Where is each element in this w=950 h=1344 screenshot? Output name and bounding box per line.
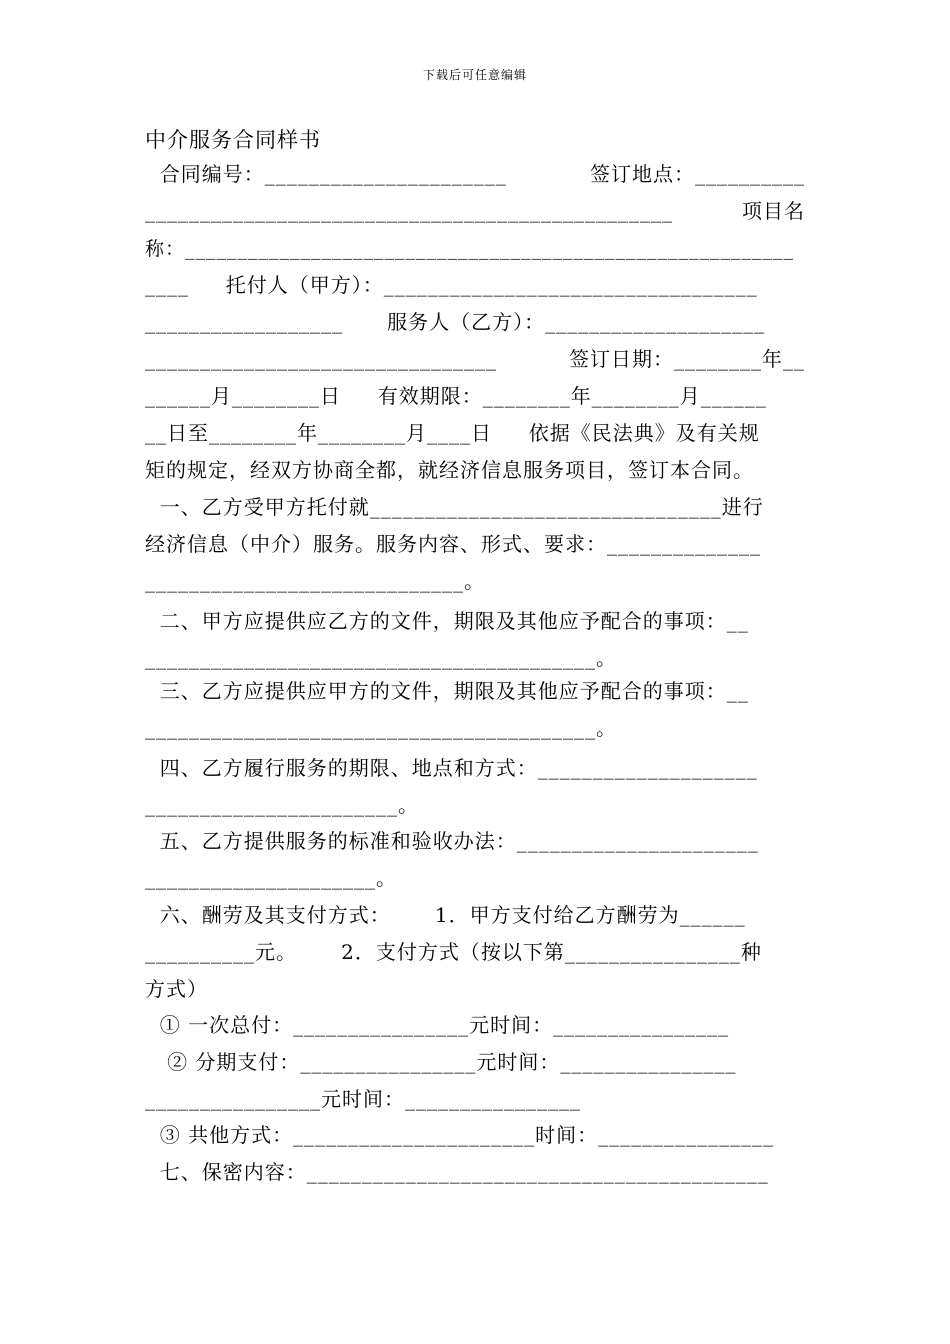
contract-line xyxy=(145,199,805,223)
line-text: 矩的规定，经双方协商全都，就经济信息服务项目，签订本合同。 xyxy=(145,458,754,482)
contract-line xyxy=(145,1050,805,1074)
line-text: 合同编号：______________________ xyxy=(145,162,507,186)
line-text: __________元。 2．支付方式（按以下第________________种 xyxy=(145,940,762,964)
line-text: _______________________。 xyxy=(145,793,419,817)
line-text: ____ 托付人（甲方）：__________________________________ xyxy=(145,273,758,297)
line-text: __________________ 服务人（乙方）：____________________ xyxy=(145,310,766,334)
contract-line xyxy=(145,829,805,853)
contract-line xyxy=(145,646,805,670)
line-text: _____________________。 xyxy=(145,866,397,890)
line-text: _____________________________。 xyxy=(145,569,485,593)
line-text: 七、保密内容：__________________________________________ xyxy=(145,1160,769,1184)
line-text: ③ 共他方式：______________________时间：________________ xyxy=(145,1123,775,1147)
contract-line xyxy=(145,609,805,633)
line-text: _________________________________________。 xyxy=(145,646,617,670)
line-text: 方式） xyxy=(145,977,208,1001)
contract-line xyxy=(145,940,805,964)
contract-line xyxy=(145,1123,805,1147)
contract-line xyxy=(145,495,805,519)
contract-line xyxy=(145,1087,805,1111)
contract-line xyxy=(145,1160,805,1184)
document-title: 中介服务合同样书 xyxy=(145,128,321,152)
line-text: 二、甲方应提供应乙方的文件，期限及其他应予配合的事项：__ xyxy=(145,609,749,633)
line-text: ① 一次总付：________________元时间：________________ xyxy=(145,1013,730,1037)
line-text: 五、乙方提供服务的标准和验收办法：______________________ xyxy=(145,829,759,853)
line-text: ________________________________________________ xyxy=(145,199,673,223)
line-text-right: 项目名 xyxy=(742,199,805,223)
contract-line xyxy=(145,569,805,593)
line-text: 称：__________________________________________________________ xyxy=(145,238,795,260)
line-text: 三、乙方应提供应甲方的文件，期限及其他应予配合的事项：__ xyxy=(145,679,749,703)
line-text: 一、乙方受甲方托付就________________________________进行 xyxy=(145,495,764,519)
contract-line xyxy=(145,716,805,740)
line-text: ________________________________ xyxy=(145,347,497,371)
line-text: 四、乙方履行服务的期限、地点和方式：____________________ xyxy=(145,756,758,780)
contract-line xyxy=(145,310,805,334)
contract-line xyxy=(145,793,805,817)
line-text: ________________元时间：________________ xyxy=(145,1087,581,1111)
line-text: 经济信息（中介）服务。服务内容、形式、要求：______________ xyxy=(145,532,761,556)
contract-line xyxy=(145,162,805,186)
contract-line xyxy=(145,977,805,1001)
line-text: 六、酬劳及其支付方式： 1．甲方支付给乙方酬劳为______ xyxy=(145,903,746,927)
contract-line xyxy=(145,866,805,890)
contract-line xyxy=(145,458,805,482)
contract-line xyxy=(145,384,805,408)
line-text-right: 签订日期：________年__ xyxy=(569,347,805,371)
contract-line xyxy=(145,273,805,297)
page-header: 下载后可任意编辑 xyxy=(422,68,527,82)
line-text-right: 签订地点：__________ xyxy=(590,162,805,186)
contract-line xyxy=(145,756,805,780)
line-text: ② 分期支付：________________元时间：________________ xyxy=(145,1050,737,1074)
contract-line xyxy=(145,347,805,371)
contract-line xyxy=(145,236,805,261)
contract-line xyxy=(145,679,805,703)
line-text: __日至________年________月____日 依据《民法典》及有关规 xyxy=(145,421,760,445)
line-text: _________________________________________。 xyxy=(145,716,617,740)
contract-line xyxy=(145,1013,805,1037)
contract-line xyxy=(145,421,805,445)
contract-line xyxy=(145,532,805,556)
contract-line xyxy=(145,903,805,927)
line-text: ______月________日 有效期限：________年________月______ xyxy=(145,384,767,408)
